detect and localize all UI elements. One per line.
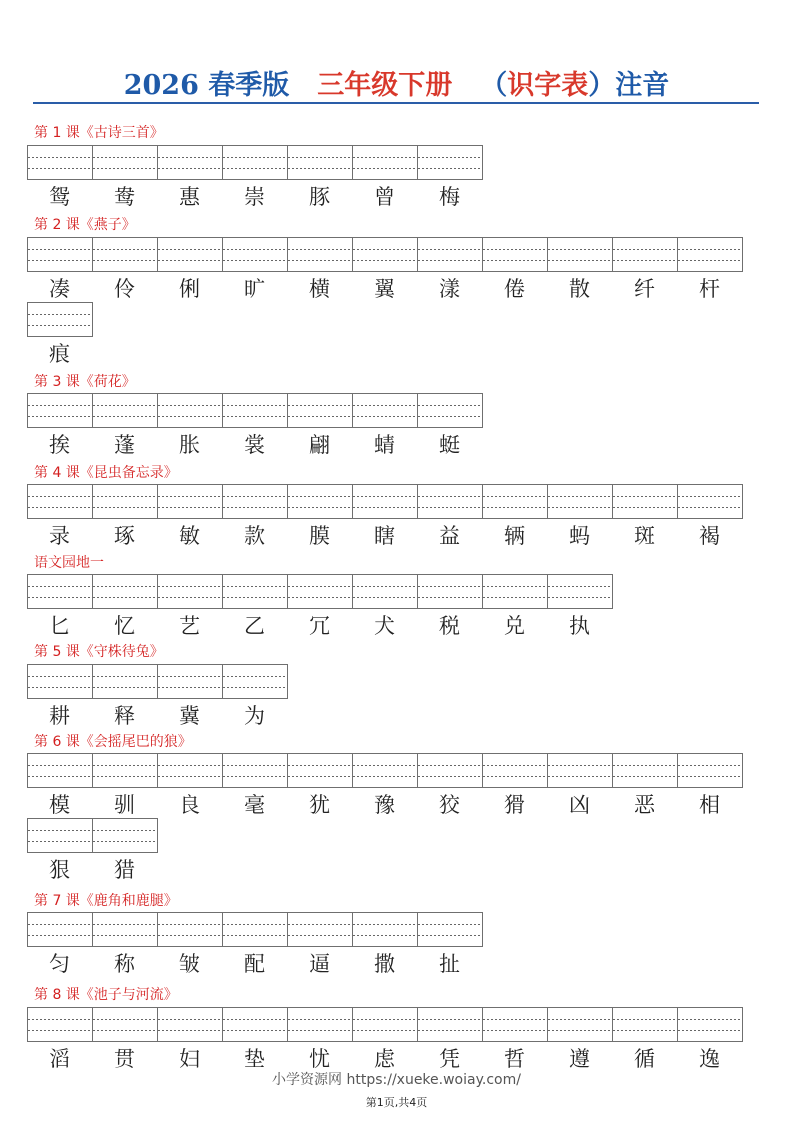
character: 斑 <box>634 524 655 548</box>
character: 梅 <box>439 185 460 209</box>
pinyin-box[interactable] <box>287 393 353 428</box>
pinyin-box[interactable] <box>92 753 158 788</box>
character-row <box>27 182 482 212</box>
pinyin-box[interactable] <box>287 145 353 180</box>
character: 循 <box>634 1047 655 1071</box>
pinyin-box[interactable] <box>92 1007 158 1042</box>
title-table-name: 识字表 <box>507 70 589 101</box>
pinyin-box[interactable] <box>417 1007 483 1042</box>
character: 模 <box>49 793 70 817</box>
character: 冀 <box>179 704 200 728</box>
pinyin-box[interactable] <box>352 912 418 947</box>
character-row <box>27 855 157 885</box>
pinyin-box[interactable] <box>157 912 223 947</box>
character: 为 <box>244 704 265 728</box>
pinyin-box[interactable] <box>352 393 418 428</box>
pinyin-box[interactable] <box>27 664 93 699</box>
character-row <box>27 949 482 979</box>
character: 凭 <box>439 1047 460 1071</box>
pinyin-box[interactable] <box>287 1007 353 1042</box>
pinyin-box[interactable] <box>27 237 93 272</box>
pinyin-box[interactable] <box>547 574 613 609</box>
character: 敏 <box>179 524 200 548</box>
lesson-title: 第 3 课《荷花》 <box>34 374 136 390</box>
pinyin-box[interactable] <box>677 484 743 519</box>
character: 蜓 <box>439 433 460 457</box>
pinyin-box[interactable] <box>677 1007 743 1042</box>
character: 豫 <box>374 793 395 817</box>
lesson-title: 第 4 课《昆虫备忘录》 <box>34 465 178 481</box>
character: 税 <box>439 614 460 638</box>
pinyin-box[interactable] <box>612 484 678 519</box>
character: 鸯 <box>114 185 135 209</box>
pinyin-box[interactable] <box>352 574 418 609</box>
character: 豚 <box>309 185 330 209</box>
character: 犬 <box>374 614 395 638</box>
character: 凶 <box>569 793 590 817</box>
pinyin-box[interactable] <box>27 574 93 609</box>
character: 贯 <box>114 1047 135 1071</box>
pinyin-box[interactable] <box>27 818 93 853</box>
pinyin-box[interactable] <box>222 1007 288 1042</box>
pinyin-box[interactable] <box>92 912 158 947</box>
pinyin-grid <box>27 912 482 947</box>
character: 耕 <box>49 704 70 728</box>
character: 皱 <box>179 952 200 976</box>
pinyin-box[interactable] <box>92 237 158 272</box>
character: 遵 <box>569 1047 590 1071</box>
character: 膜 <box>309 524 330 548</box>
pinyin-box[interactable] <box>92 484 158 519</box>
pinyin-grid <box>27 574 612 609</box>
character: 匕 <box>49 614 70 638</box>
pinyin-box[interactable] <box>27 753 93 788</box>
character: 挨 <box>49 433 70 457</box>
pinyin-box[interactable] <box>92 818 158 853</box>
pinyin-box[interactable] <box>157 393 223 428</box>
title-grade: 三年级下册 <box>317 70 453 101</box>
character: 毫 <box>244 793 265 817</box>
character-row <box>27 611 612 641</box>
character: 驯 <box>114 793 135 817</box>
character: 伶 <box>114 277 135 301</box>
character: 忆 <box>114 614 135 638</box>
character: 良 <box>179 793 200 817</box>
pinyin-grid <box>27 753 742 788</box>
pinyin-box[interactable] <box>157 237 223 272</box>
character: 褐 <box>699 524 720 548</box>
title-paren-open: （ <box>480 70 508 101</box>
pinyin-box[interactable] <box>352 484 418 519</box>
character: 兑 <box>504 614 525 638</box>
character: 倦 <box>504 277 525 301</box>
pinyin-box[interactable] <box>547 237 613 272</box>
lesson-title: 第 8 课《池子与河流》 <box>34 987 178 1003</box>
character: 扯 <box>439 952 460 976</box>
character: 垫 <box>244 1047 265 1071</box>
pinyin-box[interactable] <box>612 753 678 788</box>
lesson-title: 第 1 课《古诗三首》 <box>34 125 164 141</box>
pinyin-box[interactable] <box>547 484 613 519</box>
pinyin-grid <box>27 145 482 180</box>
pinyin-box[interactable] <box>352 1007 418 1042</box>
pinyin-box[interactable] <box>222 912 288 947</box>
character: 纤 <box>634 277 655 301</box>
character-row <box>27 701 287 731</box>
pinyin-box[interactable] <box>417 484 483 519</box>
footer-page-number: 第1页,共4页 <box>365 1096 428 1109</box>
lesson-title: 第 2 课《燕子》 <box>34 217 136 233</box>
pinyin-grid <box>27 1007 742 1042</box>
character: 蜻 <box>374 433 395 457</box>
character: 惠 <box>179 185 200 209</box>
character: 称 <box>114 952 135 976</box>
character: 相 <box>699 793 720 817</box>
pinyin-grid <box>27 664 287 699</box>
pinyin-box[interactable] <box>287 753 353 788</box>
pinyin-box[interactable] <box>222 484 288 519</box>
pinyin-box[interactable] <box>222 237 288 272</box>
pinyin-box[interactable] <box>27 1007 93 1042</box>
character: 裳 <box>244 433 265 457</box>
pinyin-box[interactable] <box>612 1007 678 1042</box>
character-row <box>27 339 92 369</box>
character: 俐 <box>179 277 200 301</box>
pinyin-box[interactable] <box>92 393 158 428</box>
character-row <box>27 790 742 820</box>
character: 虑 <box>374 1047 395 1071</box>
pinyin-box[interactable] <box>27 145 93 180</box>
pinyin-box[interactable] <box>27 302 93 337</box>
character: 翼 <box>374 277 395 301</box>
character: 冗 <box>309 614 330 638</box>
character: 狡 <box>439 793 460 817</box>
title-edition: 2026 春季版 <box>123 70 290 101</box>
character: 忧 <box>309 1047 330 1071</box>
pinyin-box[interactable] <box>222 664 288 699</box>
pinyin-box[interactable] <box>482 753 548 788</box>
pinyin-box[interactable] <box>417 145 483 180</box>
pinyin-box[interactable] <box>157 484 223 519</box>
pinyin-box[interactable] <box>92 664 158 699</box>
title-pinyin: 注音 <box>615 70 670 101</box>
character: 横 <box>309 277 330 301</box>
lesson-title: 第 6 课《会摇尾巴的狼》 <box>34 734 192 750</box>
pinyin-box[interactable] <box>287 484 353 519</box>
pinyin-box[interactable] <box>482 237 548 272</box>
pinyin-box[interactable] <box>417 237 483 272</box>
pinyin-grid <box>27 818 157 853</box>
character: 辆 <box>504 524 525 548</box>
pinyin-box[interactable] <box>27 484 93 519</box>
pinyin-grid <box>27 302 92 337</box>
pinyin-box[interactable] <box>417 393 483 428</box>
character: 凑 <box>49 277 70 301</box>
pinyin-box[interactable] <box>417 912 483 947</box>
character: 款 <box>244 524 265 548</box>
pinyin-box[interactable] <box>157 1007 223 1042</box>
character: 乙 <box>244 614 265 638</box>
character: 妇 <box>179 1047 200 1071</box>
title-paren-close: ） <box>588 70 616 101</box>
pinyin-box[interactable] <box>677 237 743 272</box>
character: 艺 <box>179 614 200 638</box>
lesson-title: 第 5 课《守株待兔》 <box>34 644 164 660</box>
character-row <box>27 274 742 304</box>
character: 旷 <box>244 277 265 301</box>
pinyin-box[interactable] <box>27 393 93 428</box>
character: 释 <box>114 704 135 728</box>
character: 散 <box>569 277 590 301</box>
lesson-title: 第 7 课《鹿角和鹿腿》 <box>34 893 178 909</box>
character-row <box>27 430 482 460</box>
character: 滔 <box>49 1047 70 1071</box>
character: 曾 <box>374 185 395 209</box>
character: 琢 <box>114 524 135 548</box>
character: 犹 <box>309 793 330 817</box>
character: 执 <box>569 614 590 638</box>
page-title <box>0 66 793 106</box>
character: 猎 <box>114 858 135 882</box>
pinyin-box[interactable] <box>352 145 418 180</box>
pinyin-box[interactable] <box>222 753 288 788</box>
pinyin-box[interactable] <box>92 145 158 180</box>
character: 逼 <box>309 952 330 976</box>
pinyin-box[interactable] <box>417 753 483 788</box>
character: 匀 <box>49 952 70 976</box>
character: 哲 <box>504 1047 525 1071</box>
pinyin-box[interactable] <box>222 145 288 180</box>
character: 鸳 <box>49 185 70 209</box>
pinyin-box[interactable] <box>222 574 288 609</box>
character: 杆 <box>699 277 720 301</box>
character: 录 <box>49 524 70 548</box>
character: 蚂 <box>569 524 590 548</box>
pinyin-box[interactable] <box>92 574 158 609</box>
character-row <box>27 521 742 551</box>
character: 崇 <box>244 185 265 209</box>
pinyin-box[interactable] <box>287 912 353 947</box>
character: 配 <box>244 952 265 976</box>
pinyin-grid <box>27 484 742 519</box>
character: 蓬 <box>114 433 135 457</box>
pinyin-box[interactable] <box>352 753 418 788</box>
pinyin-box[interactable] <box>612 237 678 272</box>
character: 恶 <box>634 793 655 817</box>
pinyin-box[interactable] <box>482 1007 548 1042</box>
pinyin-box[interactable] <box>547 753 613 788</box>
pinyin-box[interactable] <box>352 237 418 272</box>
character: 瞎 <box>374 524 395 548</box>
pinyin-grid <box>27 393 482 428</box>
pinyin-box[interactable] <box>677 753 743 788</box>
character: 漾 <box>439 277 460 301</box>
pinyin-box[interactable] <box>157 664 223 699</box>
character: 翩 <box>309 433 330 457</box>
pinyin-box[interactable] <box>482 484 548 519</box>
title-underline <box>33 102 759 104</box>
character: 逸 <box>699 1047 720 1071</box>
pinyin-box[interactable] <box>27 912 93 947</box>
pinyin-box[interactable] <box>482 574 548 609</box>
pinyin-box[interactable] <box>287 574 353 609</box>
character: 益 <box>439 524 460 548</box>
character: 狠 <box>49 858 70 882</box>
pinyin-box[interactable] <box>157 145 223 180</box>
character: 痕 <box>49 342 70 366</box>
pinyin-box[interactable] <box>287 237 353 272</box>
pinyin-box[interactable] <box>157 574 223 609</box>
lesson-title: 语文园地一 <box>34 555 104 571</box>
character: 猾 <box>504 793 525 817</box>
pinyin-box[interactable] <box>157 753 223 788</box>
footer-site: 小学资源网 https://xueke.woiay.com/ <box>272 1072 521 1088</box>
pinyin-box[interactable] <box>417 574 483 609</box>
character: 撒 <box>374 952 395 976</box>
pinyin-grid <box>27 237 742 272</box>
character: 胀 <box>179 433 200 457</box>
pinyin-box[interactable] <box>547 1007 613 1042</box>
pinyin-box[interactable] <box>222 393 288 428</box>
